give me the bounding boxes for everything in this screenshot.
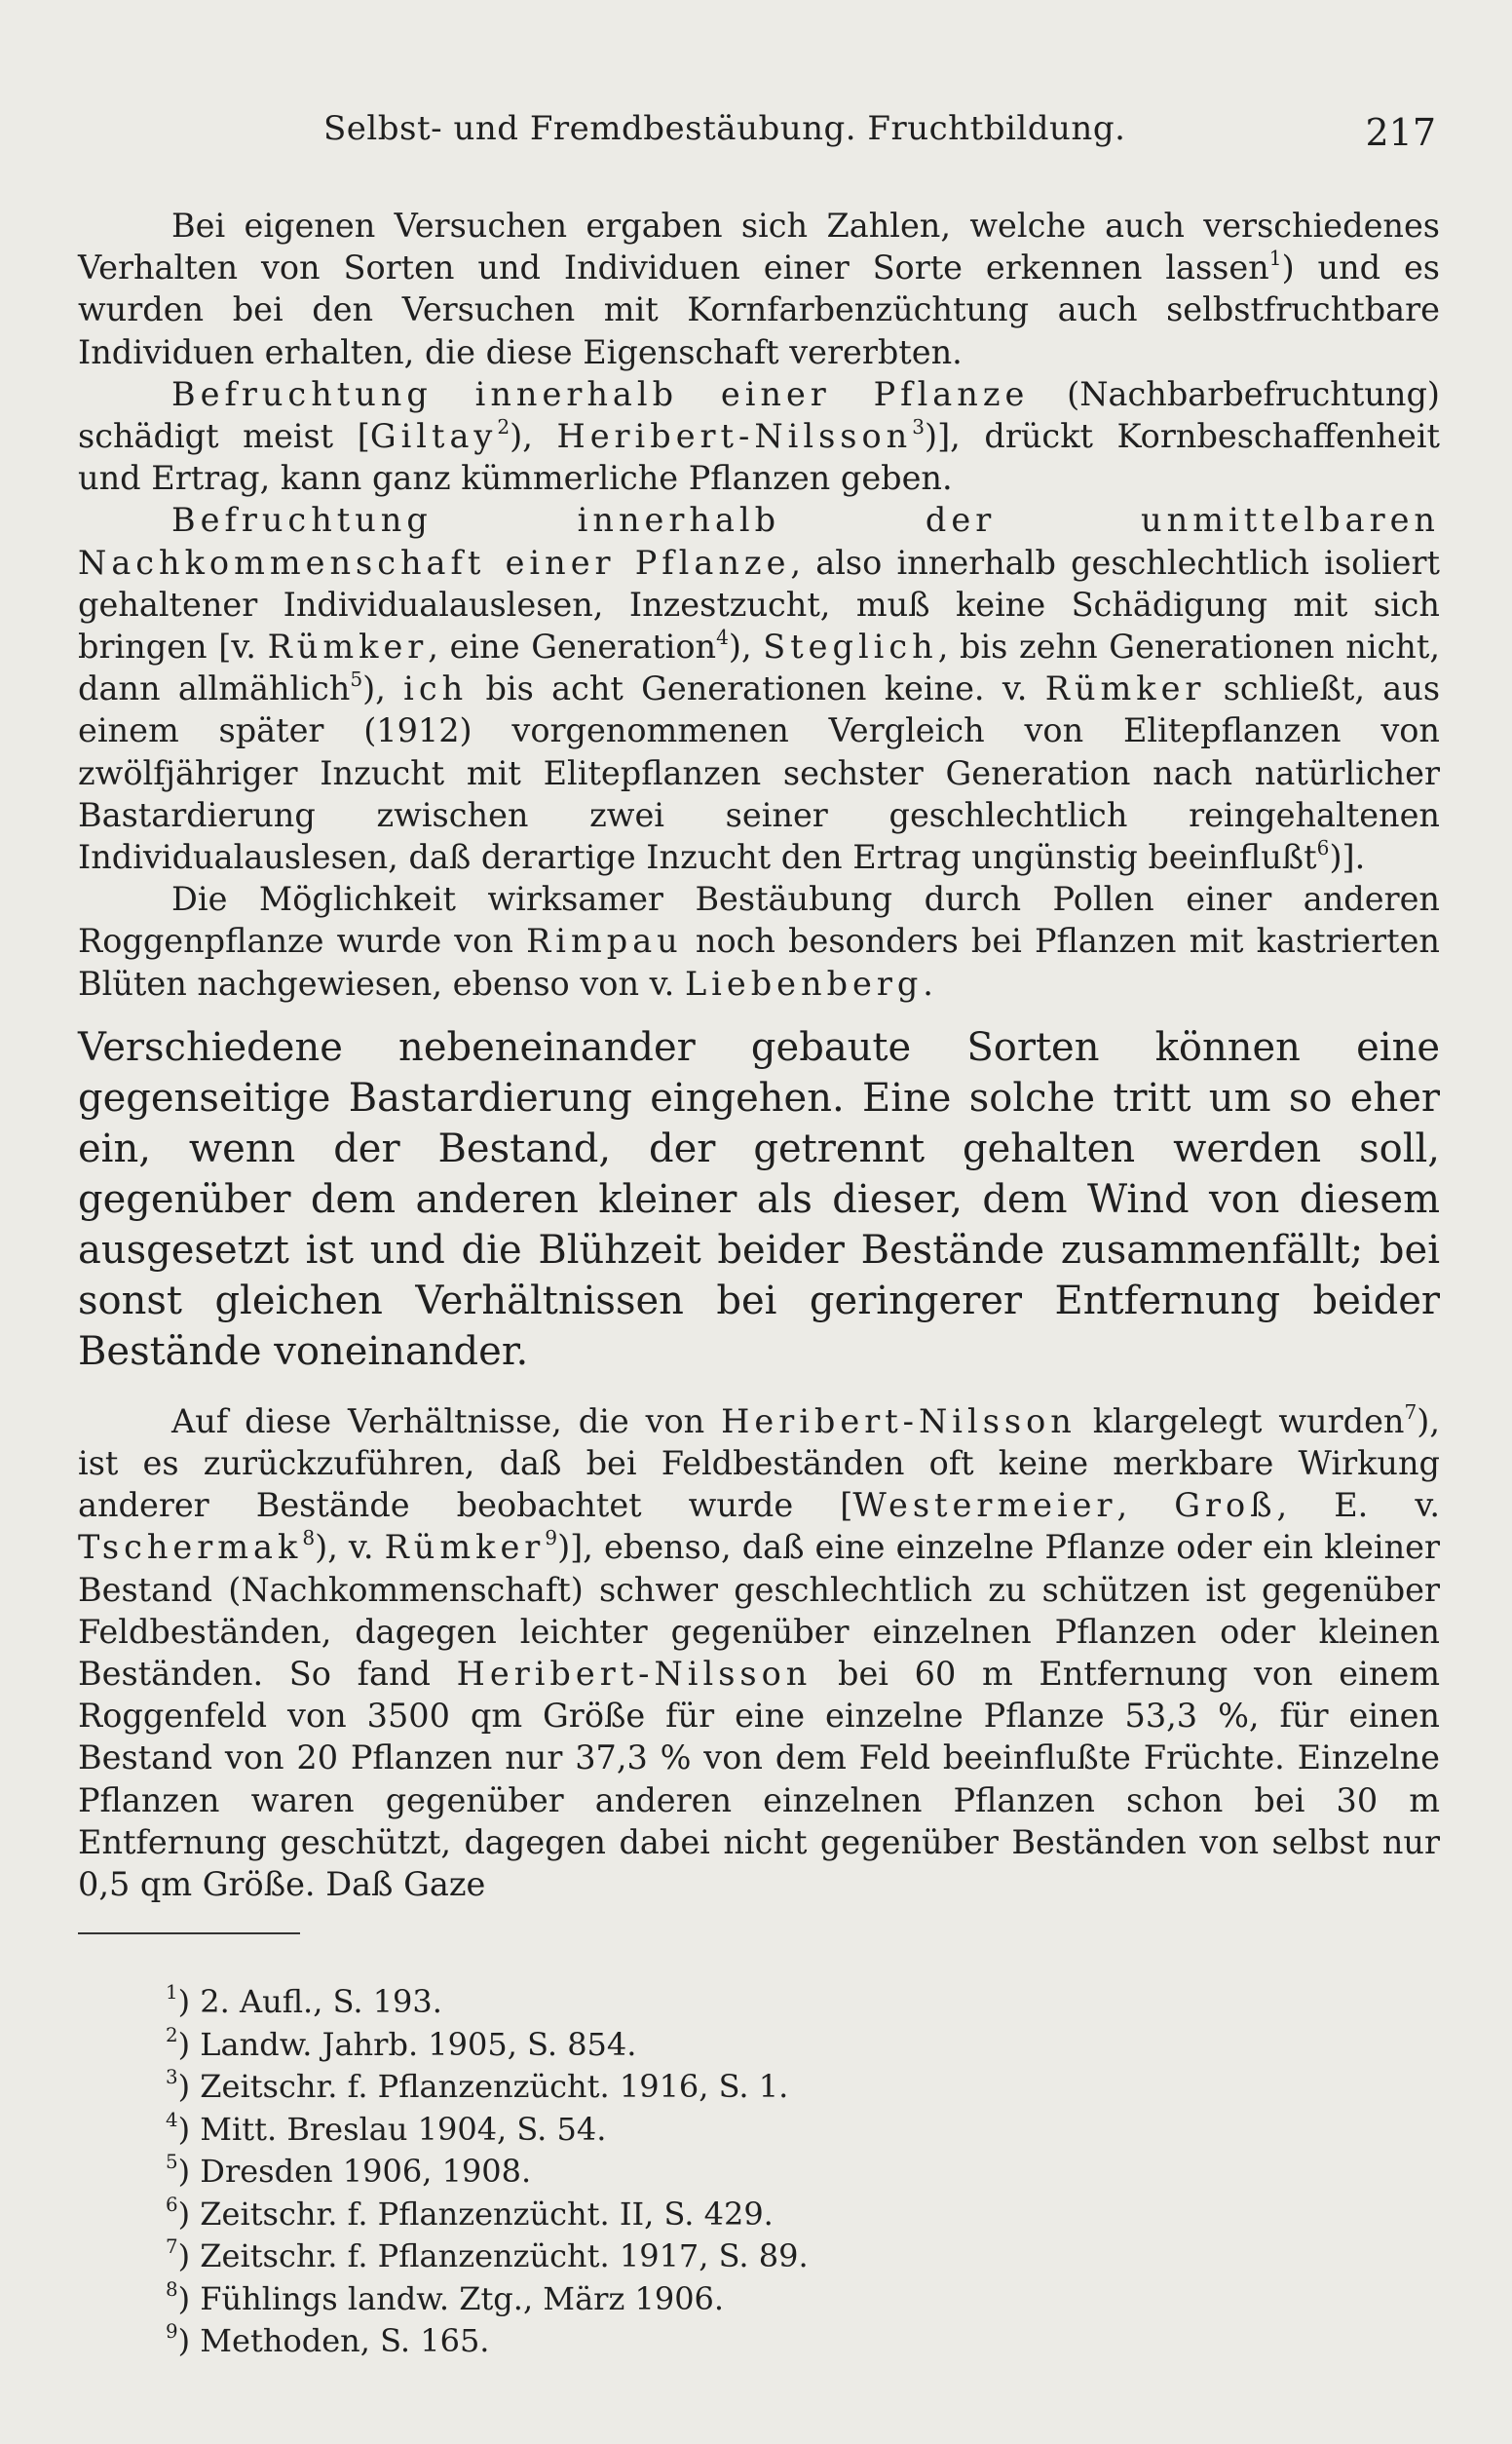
running-title: Selbst- und Fremdbestäubung. Fruchtbildung. bbox=[323, 109, 1126, 148]
footnote-ref: 2 bbox=[497, 414, 510, 439]
author-name: Rümker bbox=[384, 1528, 546, 1567]
author-name: Westermeier bbox=[852, 1486, 1117, 1525]
footnote-text: ) Dresden 1906, 1908. bbox=[177, 2153, 532, 2190]
spaced-term: Befruchtung innerhalb einer Pflanze bbox=[171, 374, 1030, 413]
footnote-text: ) Methoden, S. 165. bbox=[177, 2322, 490, 2359]
footnote-text: ) Landw. Jahrb. 1905, S. 854. bbox=[177, 2025, 637, 2063]
author-name: Groß bbox=[1174, 1486, 1277, 1525]
footnotes bbox=[166, 1981, 809, 2363]
footnote bbox=[166, 2194, 809, 2236]
footnote bbox=[166, 2235, 809, 2278]
footnote-ref: 7 bbox=[1404, 1399, 1418, 1424]
author-name: Heribert-Nilsson bbox=[721, 1401, 1077, 1440]
text-run: ), bbox=[728, 628, 764, 667]
text-run: ), ist es zurückzuführen, daß bei Feldbeständen oft keine merkbare Wirkung anderer Bestände beobachtet wurde [ bbox=[78, 1401, 1440, 1525]
footnote bbox=[166, 2024, 809, 2067]
footnote-number: 9 bbox=[166, 2320, 178, 2344]
footnote-divider bbox=[78, 1932, 300, 1934]
footnote-number: 2 bbox=[166, 2023, 178, 2046]
paragraph-4 bbox=[78, 878, 1440, 1005]
author-name: Giltay bbox=[369, 417, 498, 456]
footnote-number: 3 bbox=[166, 2066, 178, 2089]
footnote-text: ) Zeitschr. f. Pflanzenzücht. 1917, S. 89. bbox=[177, 2237, 809, 2274]
footnote-ref: 1 bbox=[1268, 247, 1282, 271]
footnote-text: ) Zeitschr. f. Pflanzenzücht. 1916, S. 1. bbox=[177, 2068, 789, 2105]
footnote-number: 5 bbox=[166, 2151, 178, 2174]
text-run: ), v. bbox=[315, 1528, 385, 1567]
paragraph-3 bbox=[78, 499, 1440, 878]
text-run: bis acht Generationen keine. v. bbox=[468, 669, 1045, 708]
text-run: Bei eigenen Versuchen ergaben sich Zahlen, welche auch verschiedenes Verhalten von Sorten und Individuen einer Sorte erkennen lassen bbox=[78, 207, 1440, 287]
text-run: , also innerhalb geschlechtlich isoliert gehaltener Individualauslesen, Inzestzucht, muß keine Schädigung mit sich bringen [v. bbox=[78, 543, 1440, 667]
footnote bbox=[166, 2109, 809, 2152]
paragraph-5-large: Verschiedene nebeneinander gebaute Sorten können eine gegenseitige Bastardierung eingehen. Eine solche tritt um so eher ein, wenn der Bestand, der getrennt gehalten werden soll, gegenüber dem anderen kleiner als dieser, dem Wind von diesem ausgesetzt ist und die Blühzeit beider Bestände zusammenfällt; bei sonst gleichen Verhältnissen bei geringerer Entfernung beider Bestände voneinander. bbox=[78, 1024, 1440, 1374]
text-run: . bbox=[923, 964, 933, 1003]
spaced-term: ich bbox=[403, 669, 469, 708]
main-text bbox=[78, 205, 1440, 1905]
footnote bbox=[166, 2320, 809, 2363]
author-name: Rümker bbox=[1044, 669, 1206, 708]
footnote-ref: 6 bbox=[1316, 835, 1330, 859]
paragraph-1 bbox=[78, 205, 1440, 373]
footnote-number: 4 bbox=[166, 2108, 178, 2131]
text-run: )]. bbox=[1329, 838, 1366, 877]
author-name: Liebenberg bbox=[684, 964, 924, 1003]
text-run: klargelegt wurden bbox=[1076, 1401, 1405, 1440]
author-name: Rümker bbox=[267, 628, 429, 667]
text-run: Die Möglichkeit wirksamer Bestäubung durch Pollen einer anderen Roggenpflanze wurde von bbox=[78, 880, 1440, 961]
text-run: (Nachbarbefruchtung) schädigt meist [ bbox=[78, 374, 1440, 456]
footnote bbox=[166, 2278, 809, 2321]
running-header bbox=[78, 109, 1442, 168]
text-run: ) und es wurden bei den Versuchen mit Kornfarbenzüchtung auch selbstfruchtbare Individuen erhalten, die diese Eigenschaft vererbten. bbox=[78, 248, 1441, 371]
footnote-ref: 4 bbox=[716, 625, 729, 649]
footnote-text: ) 2. Aufl., S. 193. bbox=[177, 1983, 442, 2020]
text-run: )], drückt Kornbeschaffenheit und Ertrag, kann ganz kümmerliche Pflanzen geben. bbox=[78, 417, 1440, 498]
author-name: Steglich bbox=[763, 628, 938, 667]
text-run: Auf diese Verhältnisse, die von bbox=[171, 1401, 722, 1440]
text-run: schließt, aus einem später (1912) vorgenommenen Vergleich von Elitepflanzen von zwölfjähriger Inzucht mit Elitepflanzen sechster Generation nach natürlicher Bastardierung zwischen zwei seiner geschlechtlich reingehaltenen Individualauslesen, daß derartige Inzucht den Ertrag ungünstig beeinflußt bbox=[78, 669, 1441, 877]
paragraph-6 bbox=[78, 1400, 1440, 1905]
footnote-text: ) Zeitschr. f. Pflanzenzücht. II, S. 429. bbox=[177, 2195, 774, 2233]
text-run: noch besonders bei Pflanzen mit kastrierten Blüten nachgewiesen, ebenso von v. bbox=[78, 922, 1440, 1003]
footnote-number: 6 bbox=[166, 2193, 178, 2216]
text-run: , eine Generation bbox=[428, 628, 717, 667]
author-name: Rimpau bbox=[526, 922, 683, 961]
text-run: ), bbox=[362, 669, 404, 708]
footnote-text: ) Mitt. Breslau 1904, S. 54. bbox=[177, 2110, 607, 2148]
text-run: , bbox=[1116, 1486, 1175, 1525]
footnote bbox=[166, 1981, 809, 2024]
footnote-ref: 8 bbox=[302, 1526, 316, 1550]
author-name: Heribert-Nilsson bbox=[556, 417, 913, 456]
footnote-ref: 3 bbox=[912, 414, 925, 439]
footnote-number: 7 bbox=[166, 2235, 178, 2259]
footnote-text: ) Fühlings landw. Ztg., März 1906. bbox=[177, 2279, 725, 2317]
footnote-ref: 9 bbox=[545, 1526, 558, 1550]
text-run: ), bbox=[510, 417, 557, 456]
text-run: bei 60 m Entfernung von einem Roggenfeld von 3500 qm Größe für eine einzelne Pflanze 53,3 %, für einen Bestand von 20 Pflanzen nur 37,3 % von dem Feld beeinflußte Früchte. Einzelne Pflanzen waren gegenüber anderen einzelnen Pflanzen schon bei 30 m Entfernung geschützt, dagegen dabei nicht gegenüber Beständen von selbst nur 0,5 qm Größe. Daß Gaze bbox=[78, 1655, 1440, 1904]
author-name: Heribert-Nilsson bbox=[456, 1655, 813, 1694]
footnote bbox=[166, 2066, 809, 2109]
footnote bbox=[166, 2151, 809, 2194]
author-name: Tschermak bbox=[78, 1528, 303, 1567]
text-run: , E. v. bbox=[1276, 1486, 1440, 1525]
text-run: , bis zehn Generationen nicht, dann allmählich bbox=[78, 628, 1440, 708]
paragraph-2 bbox=[78, 373, 1440, 500]
footnote-number: 8 bbox=[166, 2277, 178, 2301]
footnote-number: 1 bbox=[166, 1981, 178, 2005]
page-number: 217 bbox=[1365, 111, 1436, 154]
spaced-term: Befruchtung innerhalb der unmittelbaren Nachkommenschaft einer Pflanze bbox=[78, 501, 1440, 582]
footnote-ref: 5 bbox=[350, 668, 363, 692]
text-run: )], ebenso, daß eine einzelne Pflanze oder ein kleiner Bestand (Nachkommenschaft) schwer geschlechtlich zu schützen ist gegenüber Feldbeständen, dagegen leichter gegenüber einzelnen Pflanzen oder kleinen Beständen. So fand bbox=[78, 1528, 1440, 1694]
